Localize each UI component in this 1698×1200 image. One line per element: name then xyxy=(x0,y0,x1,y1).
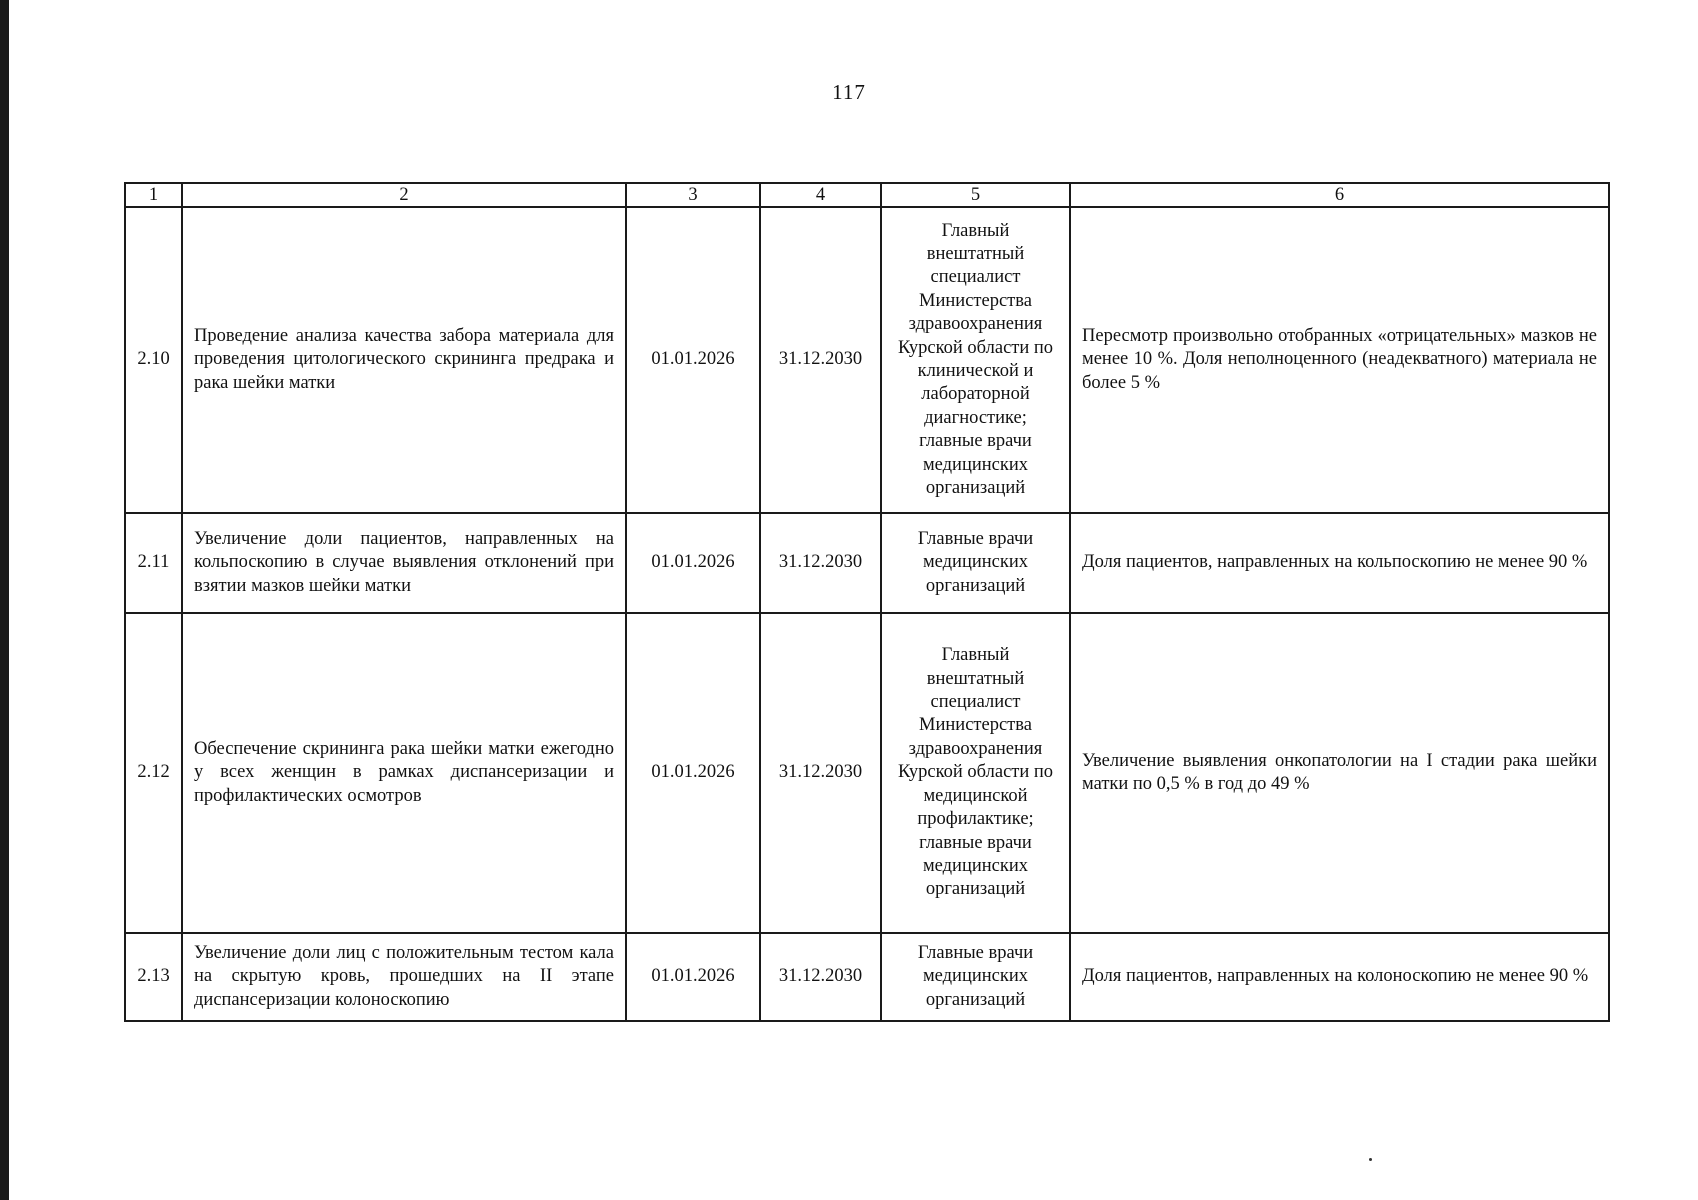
plan-table xyxy=(124,182,1610,1022)
column-header-3: 3 xyxy=(626,183,760,207)
responsible-party: Главный внештатный специалист Министерства здравоохранения Курской области по медицинской профилактике; главные врачи медицинских организаций xyxy=(881,613,1070,933)
responsible-party: Главные врачи медицинских организаций xyxy=(881,513,1070,613)
column-header-2: 2 xyxy=(182,183,626,207)
expected-result: Доля пациентов, направленных на кольпоскопию не менее 90 % xyxy=(1070,513,1609,613)
column-header-1: 1 xyxy=(125,183,182,207)
table-header-row xyxy=(125,183,1609,207)
row-number: 2.10 xyxy=(125,207,182,513)
start-date: 01.01.2026 xyxy=(626,513,760,613)
column-header-5: 5 xyxy=(881,183,1070,207)
activity-name: Увеличение доли лиц с положительным тестом кала на скрытую кровь, прошедших на II этапе диспансеризации колоноскопию xyxy=(182,933,626,1021)
table-row xyxy=(125,933,1609,1021)
page-number: 117 xyxy=(832,80,866,104)
column-header-4: 4 xyxy=(760,183,881,207)
table-row xyxy=(125,613,1609,933)
end-date: 31.12.2030 xyxy=(760,933,881,1021)
column-header-6: 6 xyxy=(1070,183,1609,207)
responsible-party: Главный внештатный специалист Министерства здравоохранения Курской области по клинической и лабораторной диагностике; главные врачи медицинских организаций xyxy=(881,207,1070,513)
row-number: 2.12 xyxy=(125,613,182,933)
start-date: 01.01.2026 xyxy=(626,933,760,1021)
scan-left-edge xyxy=(0,0,9,1200)
expected-result: Пересмотр произвольно отобранных «отрицательных» мазков не менее 10 %. Доля неполноценного (неадекватного) материала не более 5 % xyxy=(1070,207,1609,513)
responsible-party: Главные врачи медицинских организаций xyxy=(881,933,1070,1021)
end-date: 31.12.2030 xyxy=(760,513,881,613)
start-date: 01.01.2026 xyxy=(626,613,760,933)
end-date: 31.12.2030 xyxy=(760,613,881,933)
row-number: 2.13 xyxy=(125,933,182,1021)
end-date: 31.12.2030 xyxy=(760,207,881,513)
activity-name: Увеличение доли пациентов, направленных на кольпоскопию в случае выявления отклонений при взятии мазков шейки матки xyxy=(182,513,626,613)
table-row xyxy=(125,513,1609,613)
activity-name: Обеспечение скрининга рака шейки матки ежегодно у всех женщин в рамках диспансеризации и профилактических осмотров xyxy=(182,613,626,933)
expected-result: Увеличение выявления онкопатологии на I стадии рака шейки матки по 0,5 % в год до 49 % xyxy=(1070,613,1609,933)
activity-name: Проведение анализа качества забора материала для проведения цитологического скрининга предрака и рака шейки матки xyxy=(182,207,626,513)
row-number: 2.11 xyxy=(125,513,182,613)
start-date: 01.01.2026 xyxy=(626,207,760,513)
scan-speck xyxy=(1369,1158,1372,1161)
expected-result: Доля пациентов, направленных на колоноскопию не менее 90 % xyxy=(1070,933,1609,1021)
table-row xyxy=(125,207,1609,513)
